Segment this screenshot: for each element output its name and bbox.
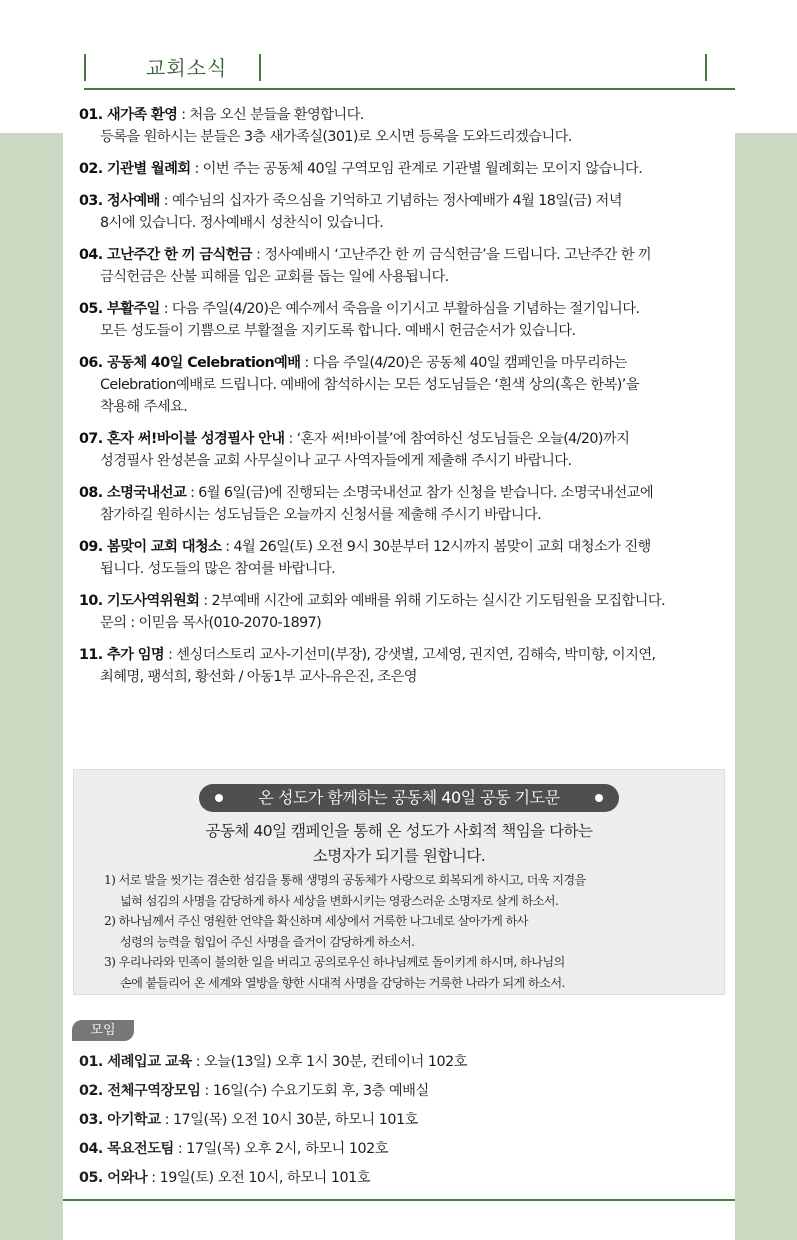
prayer-subtitle: 공동체 40일 캠페인을 통해 온 성도가 사회적 책임을 다하는 소명자가 되기를 원합니다. — [205, 822, 593, 865]
news-item — [79, 536, 735, 580]
header-bar-middle — [259, 54, 261, 81]
meeting-item-title: 05. 어와나 — [79, 1170, 148, 1186]
news-item-title: 06. 공동체 40일 Celebration예배 — [79, 355, 301, 371]
bullet-dot-icon — [215, 794, 223, 802]
bottom-divider — [63, 1199, 735, 1201]
news-item-title: 10. 기도사역위원회 — [79, 593, 200, 609]
news-list — [79, 104, 735, 698]
meeting-item-title: 02. 전체구역장모임 — [79, 1083, 201, 1099]
meeting-item — [79, 1077, 735, 1106]
news-item-title: 08. 소명국내선교 — [79, 485, 187, 501]
news-item-title: 11. 추가 임명 — [79, 647, 165, 663]
prayer-list — [104, 870, 704, 993]
right-decor-band — [734, 133, 797, 1240]
meeting-item-body: : 16일(수) 수요기도회 후, 3층 예배실 — [200, 1083, 429, 1099]
news-item-title: 07. 혼자 써!바이블 성경필사 안내 — [79, 431, 285, 447]
bulletin-page — [63, 0, 735, 1240]
news-item-body: : 처음 오신 분들을 환영합니다. 등록을 원하시는 분들은 3층 새가족실(301)로 오시면 등록을 도와드리겠습니다. — [100, 107, 572, 145]
meeting-item-body: : 19일(토) 오전 10시, 하모니 101호 — [147, 1170, 371, 1186]
news-item-title: 01. 새가족 환영 — [79, 107, 178, 123]
news-item — [79, 158, 735, 180]
news-item — [79, 244, 735, 288]
news-item-title: 03. 정사예배 — [79, 193, 160, 209]
prayer-item: 2) 하나님께서 주신 영원한 언약을 확신하며 세상에서 거룩한 나그네로 살아가게 하사 성령의 능력을 힘입어 주신 사명을 즐거이 감당하게 하소서. — [104, 914, 528, 949]
news-item-body: : 6월 6일(금)에 진행되는 소명국내선교 참가 신청을 받습니다. 소명국내선교에 참가하길 원하시는 성도님들은 오늘까지 신청서를 제출해 주시기 바랍니다. — [100, 485, 654, 523]
news-item-title: 04. 고난주간 한 끼 금식헌금 — [79, 247, 253, 263]
meetings-list — [79, 1048, 735, 1193]
news-item-body: : 센싱더스토리 교사-기선미(부장), 강샛별, 고세영, 권지연, 김해숙, 박미향, 이지연, 최혜명, 팽석희, 황선화 / 아동1부 교사-유은진, 조은영 — [100, 647, 656, 685]
news-item-body: : 다음 주일(4/20)은 공동체 40일 캠페인을 마무리하는 Celebration예배로 드립니다. 예배에 참석하시는 모든 성도님들은 ‘흰색 상의(혹은 한복)’을 착용해 주세요. — [100, 355, 639, 415]
news-item — [79, 298, 735, 342]
news-item — [79, 428, 735, 472]
meeting-item-body: : 17일(목) 오후 2시, 하모니 102호 — [173, 1141, 389, 1157]
header-bar-right — [705, 54, 707, 81]
section-header — [84, 50, 735, 90]
prayer-item: 1) 서로 발을 씻기는 겸손한 섬김을 통해 생명의 공동체가 사랑으로 회복되게 하시고, 더욱 지경을 넓혀 섬김의 사명을 감당하게 하사 세상을 변화시키는 영광스러운 소명자로 살게 하소서. — [104, 873, 586, 908]
news-item — [79, 352, 735, 418]
news-item — [79, 482, 735, 526]
meeting-item — [79, 1048, 735, 1077]
news-item — [79, 190, 735, 234]
news-item-body: : 이번 주는 공동체 40일 구역모임 관계로 기관별 월례회는 모이지 않습니다. — [190, 161, 643, 177]
news-item-title: 02. 기관별 월례회 — [79, 161, 191, 177]
meeting-item — [79, 1135, 735, 1164]
news-item — [79, 644, 735, 688]
bullet-dot-icon — [595, 794, 603, 802]
prayer-item: 3) 우리나라와 민족이 불의한 일을 버리고 공의로우신 하나님께로 돌이키게 하시며, 하나님의 손에 붙들리어 온 세계와 열방을 향한 시대적 사명을 감당하는 거룩한 나라가 되게 하소서. — [104, 955, 565, 990]
news-item-body: : 정사예배시 ‘고난주간 한 끼 금식헌금’을 드립니다. 고난주간 한 끼 금식헌금은 산불 피해를 입은 교회를 돕는 일에 사용됩니다. — [100, 247, 652, 285]
news-item — [79, 590, 735, 634]
prayer-box — [73, 769, 725, 995]
section-title: 교회소식 — [146, 56, 228, 80]
news-item-body: : 2부예배 시간에 교회와 예배를 위해 기도하는 실시간 기도팀원을 모집합니다. 문의 : 이믿음 목사(010-2070-1897) — [100, 593, 666, 631]
meeting-item — [79, 1106, 735, 1135]
meeting-item-title: 03. 아기학교 — [79, 1112, 161, 1128]
prayer-title: 온 성도가 함께하는 공동체 40일 공동 기도문 — [258, 788, 560, 807]
news-item-title: 05. 부활주일 — [79, 301, 160, 317]
news-item — [79, 104, 735, 148]
news-item-body: : 4월 26일(토) 오전 9시 30분부터 12시까지 봄맞이 교회 대청소가 진행 됩니다. 성도들의 많은 참여를 바랍니다. — [100, 539, 651, 577]
header-bar-left — [84, 54, 86, 81]
prayer-title-pill — [199, 784, 619, 812]
news-item-body: : ‘혼자 써!바이블’에 참여하신 성도님들은 오늘(4/20)까지 성경필사 완성본을 교회 사무실이나 교구 사역자들에게 제출해 주시기 바랍니다. — [100, 431, 630, 469]
meeting-item-title: 01. 세례입교 교육 — [79, 1054, 192, 1070]
meeting-item-body: : 17일(목) 오전 10시 30분, 하모니 101호 — [160, 1112, 418, 1128]
news-item-body: : 다음 주일(4/20)은 예수께서 죽음을 이기시고 부활하심을 기념하는 절기입니다. 모든 성도들이 기쁨으로 부활절을 지키도록 합니다. 예배시 헌금순서가 있습니다. — [100, 301, 640, 339]
meeting-item-title: 04. 목요전도팀 — [79, 1141, 174, 1157]
news-item-body: : 예수님의 십자가 죽으심을 기억하고 기념하는 정사예배가 4월 18일(금) 저녁 8시에 있습니다. 정사예배시 성찬식이 있습니다. — [100, 193, 622, 231]
news-item-title: 09. 봄맞이 교회 대청소 — [79, 539, 222, 555]
meetings-label: 모임 — [72, 1020, 134, 1041]
meeting-item-body: : 오늘(13일) 오후 1시 30분, 컨테이너 102호 — [191, 1054, 467, 1070]
meeting-item — [79, 1164, 735, 1193]
left-decor-band — [0, 133, 63, 1240]
